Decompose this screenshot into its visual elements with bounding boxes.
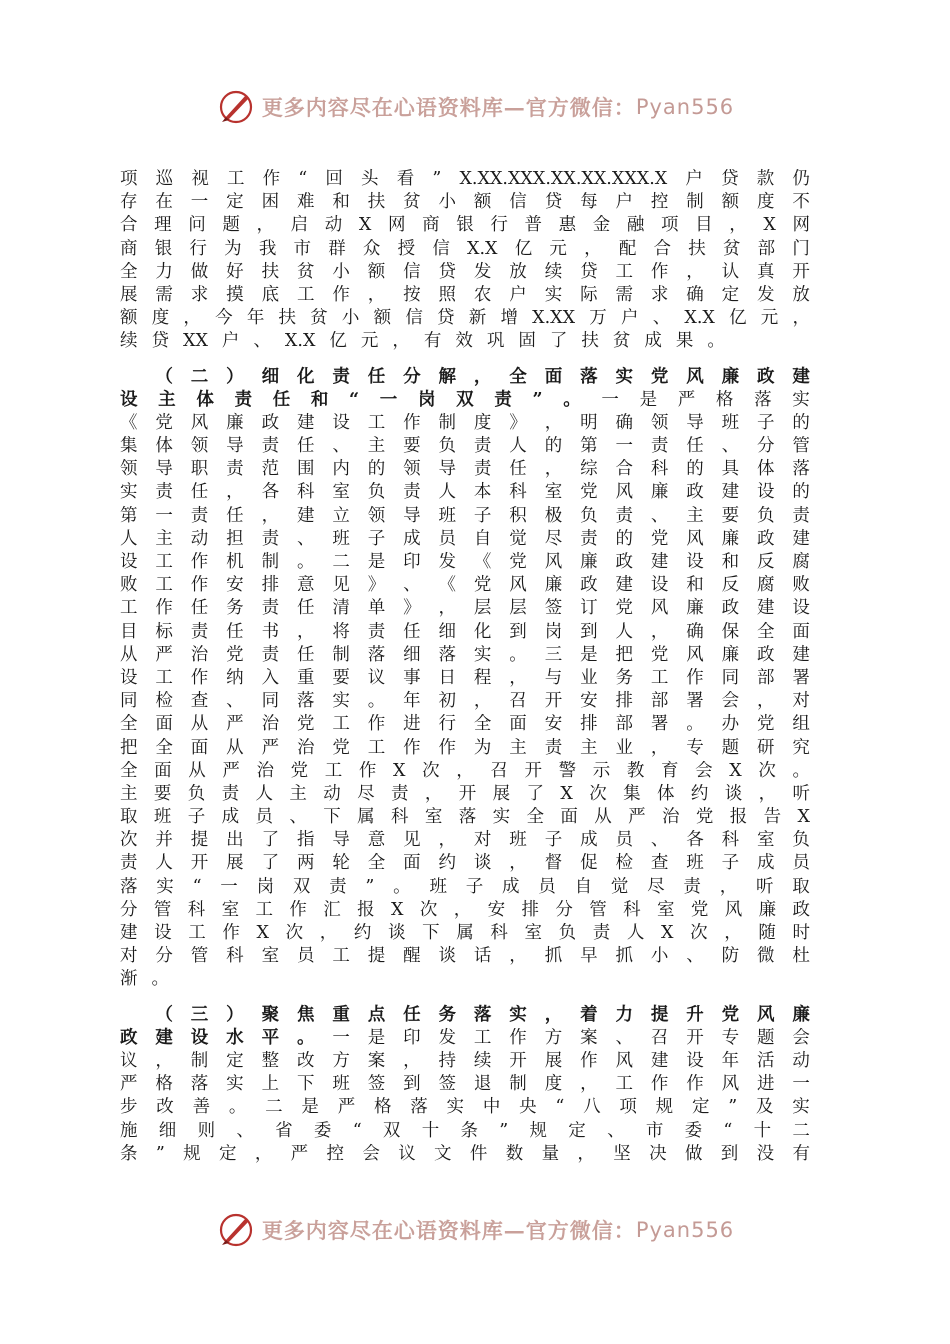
text-line: 设 工 作 机 制 。 二 是 印 发 《 党 风 廉 政 建 设 和 反 腐 xyxy=(120,552,810,572)
text-line: 落 实 “ 一 岗 双 责 ” 。 班 子 成 员 自 觉 尽 责 ， 听 取 xyxy=(120,876,810,897)
header-watermark-banner xyxy=(0,82,950,132)
text-line: 合 理 问 题 ， 启 动 X 网 商 银 行 普 惠 金 融 项 目 ， X 网 xyxy=(120,215,810,236)
document-body xyxy=(120,168,810,1166)
text-line: 渐 。 xyxy=(120,969,169,990)
text-line: 次 并 提 出 了 指 导 意 见 ， 对 班 子 成 员 、 各 科 室 负 xyxy=(120,830,810,851)
banner-text: 更多内容尽在心语资料库—官方微信： xyxy=(261,1218,636,1243)
text-line: 全 面 从 严 治 党 工 作 进 行 全 面 安 排 部 署 。 办 党 组 xyxy=(120,714,810,735)
text-line: （ 二 ） 细 化 责 任 分 解 ， 全 面 落 实 党 风 廉 政 建 xyxy=(155,366,810,387)
text-line: 建 设 工 作 X 次 ， 约 谈 下 属 科 室 负 责 人 X 次 ， 随 时 xyxy=(120,923,810,943)
text-line: 《 党 风 廉 政 建 设 工 作 制 度 》 ， 明 确 领 导 班 子 的 xyxy=(120,412,810,433)
paragraph xyxy=(120,366,810,992)
text-line: 领 导 职 责 范 围 内 的 领 导 责 任 ， 综 合 科 的 具 体 落 xyxy=(120,459,810,480)
pen-logo-icon xyxy=(216,87,256,127)
text-line: 败 工 作 安 排 意 见 》 、 《 党 风 廉 政 建 设 和 反 腐 败 xyxy=(120,575,810,596)
text-line: 全 力 做 好 扶 贫 小 额 信 贷 发 放 续 贷 工 作 ， 认 真 开 xyxy=(120,261,810,282)
text-line: 设 工 作 纳 入 重 要 议 事 日 程 ， 与 业 务 工 作 同 部 署 xyxy=(120,667,810,688)
text-line: 人 主 动 担 责 、 班 子 成 员 自 觉 尽 责 的 党 风 廉 政 建 xyxy=(120,528,810,549)
text-line: 从 严 治 党 责 任 制 落 细 落 实 。 三 是 把 党 风 廉 政 建 xyxy=(120,644,810,665)
banner-text: 更多内容尽在心语资料库—官方微信： xyxy=(261,95,636,120)
text-line: 步 改 善 。 二 是 严 格 落 实 中 央 “ 八 项 规 定 ” 及 实 xyxy=(120,1097,810,1118)
text-line: 额 度 ， 今 年 扶 贫 小 额 信 贷 新 增 X.XX 万 户 、 X.X 亿 元 ， xyxy=(120,308,810,329)
text-line: 项 巡 视 工 作 “ 回 头 看 ” X.XX.XXX.XX.XX.XXX.X 户 贷 款 仍 xyxy=(120,169,810,189)
banner-wechat-id: Pyan556 xyxy=(635,1218,735,1242)
text-line: 商 银 行 为 我 市 群 众 授 信 X.X 亿 元 ， 配 合 扶 贫 部 门 xyxy=(120,238,810,259)
paragraph xyxy=(120,168,810,354)
banner-wechat-id: Pyan556 xyxy=(635,95,735,119)
text-line: 把 全 面 从 严 治 党 工 作 作 为 主 责 主 业 ， 专 题 研 究 xyxy=(120,737,810,758)
paragraph xyxy=(120,1004,810,1166)
text-line: 分 管 科 室 工 作 汇 报 X 次 ， 安 排 分 管 科 室 党 风 廉 政 xyxy=(120,899,810,920)
text-line: 施 细 则 、 省 委 “ 双 十 条 ” 规 定 、 市 委 “ 十 二 xyxy=(120,1120,810,1141)
text-line: 第 一 责 任 ， 建 立 领 导 班 子 积 极 负 责 、 主 要 负 责 xyxy=(120,505,810,526)
text-line: 对 分 管 科 室 员 工 提 醒 谈 话 ， 抓 早 抓 小 、 防 微 杜 xyxy=(120,946,810,967)
pen-logo-icon xyxy=(216,1210,256,1250)
text-line: 工 作 任 务 责 任 清 单 》 ， 层 层 签 订 党 风 廉 政 建 设 xyxy=(120,598,810,619)
text-line: 责 人 开 展 了 两 轮 全 面 约 谈 ， 督 促 检 查 班 子 成 员 xyxy=(120,853,810,874)
text-line: 展 需 求 摸 底 工 作 ， 按 照 农 户 实 际 需 求 确 定 发 放 xyxy=(120,284,810,305)
text-line: （ 三 ） 聚 焦 重 点 任 务 落 实 ， 着 力 提 升 党 风 廉 xyxy=(155,1004,810,1025)
text-line: 条 ” 规 定 ， 严 控 会 议 文 件 数 量 ， 坚 决 做 到 没 有 xyxy=(120,1143,810,1164)
text-line: 取 班 子 成 员 、 下 属 科 室 落 实 全 面 从 严 治 党 报 告 X xyxy=(120,807,810,828)
text-line: 严 格 落 实 上 下 班 签 到 签 退 制 度 ， 工 作 作 风 进 一 xyxy=(120,1074,810,1095)
text-line: 设 主 体 责 任 和 “ 一 岗 双 责 ” 。 一 是 严 格 落 实 xyxy=(120,389,810,410)
text-line: 同 检 查 、 同 落 实 。 年 初 ， 召 开 安 排 部 署 会 ， 对 xyxy=(120,691,810,712)
text-line: 集 体 领 导 责 任 、 主 要 负 责 人 的 第 一 责 任 、 分 管 xyxy=(120,436,810,457)
text-line: 存 在 一 定 困 难 和 扶 贫 小 额 信 贷 每 户 控 制 额 度 不 xyxy=(120,192,810,213)
text-line: 主 要 负 责 人 主 动 尽 责 ， 开 展 了 X 次 集 体 约 谈 ， 听 xyxy=(120,783,810,804)
text-line: 全 面 从 严 治 党 工 作 X 次 ， 召 开 警 示 教 育 会 X 次 。 xyxy=(120,760,810,781)
footer-watermark-banner xyxy=(0,1205,950,1255)
text-line: 实 责 任 ， 各 科 室 负 责 人 本 科 室 党 风 廉 政 建 设 的 xyxy=(120,482,810,503)
text-line: 续 贷 XX 户 、 X.X 亿 元 ， 有 效 巩 固 了 扶 贫 成 果 。 xyxy=(120,331,725,352)
text-line: 目 标 责 任 书 ， 将 责 任 细 化 到 岗 到 人 ， 确 保 全 面 xyxy=(120,621,810,642)
text-line: 议 ， 制 定 整 改 方 案 ， 持 续 开 展 作 风 建 设 年 活 动 xyxy=(120,1050,810,1071)
text-line: 政 建 设 水 平 。 一 是 印 发 工 作 方 案 、 召 开 专 题 会 xyxy=(120,1027,810,1048)
